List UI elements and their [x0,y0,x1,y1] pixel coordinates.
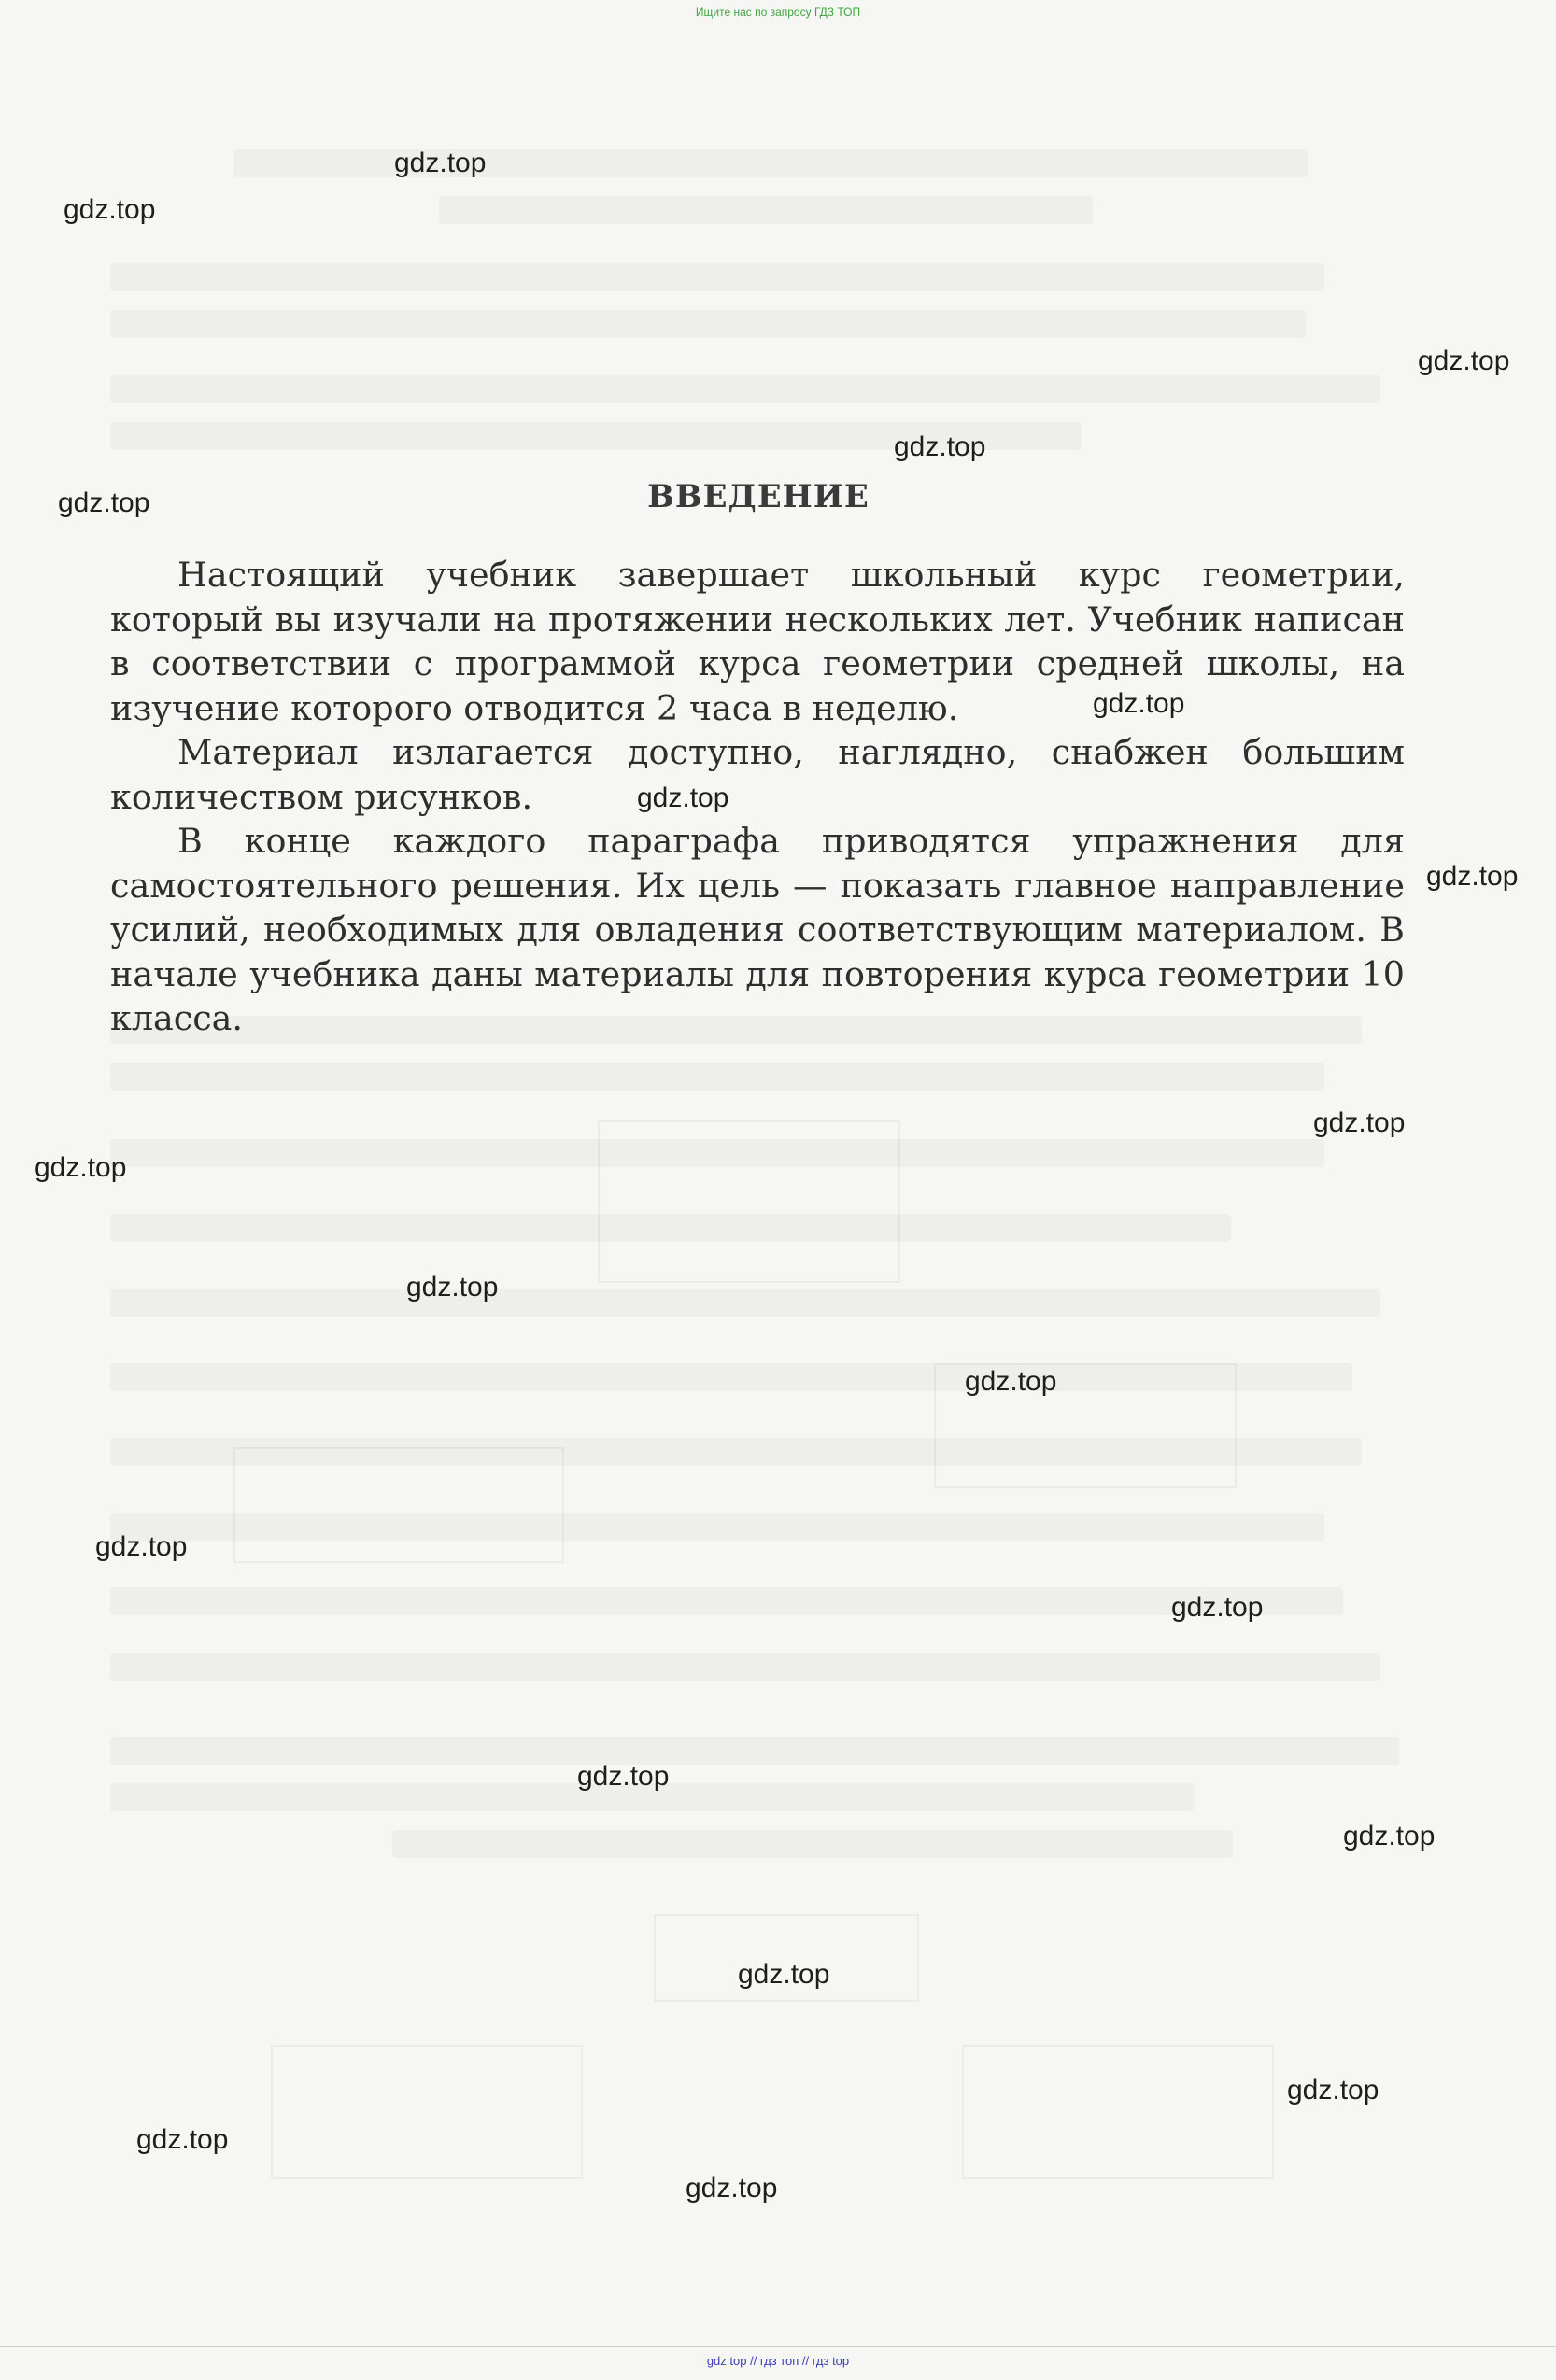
watermark: gdz.top [637,782,729,813]
watermark: gdz.top [394,148,487,178]
watermark: gdz.top [1343,1821,1436,1852]
watermark: gdz.top [1426,861,1519,892]
watermark: gdz.top [577,1761,670,1792]
watermark: gdz.top [1093,688,1185,719]
introduction-text [110,553,1405,1041]
watermark: gdz.top [1287,2075,1379,2105]
watermark: gdz.top [58,487,150,518]
watermark: gdz.top [1171,1592,1264,1623]
watermark: gdz.top [894,431,986,462]
watermark: gdz.top [1313,1107,1406,1138]
paragraph-2: Материал излагается доступно, наглядно, снабжен большим количеством рисунков. [110,732,1405,817]
watermark: gdz.top [406,1272,499,1303]
watermark: gdz.top [965,1366,1057,1397]
paragraph-1: Настоящий учебник завершает школьный курс геометрии, который вы изучали на протяжении нескольких лет. Учебник написан в соответствии с программой курса геометрии средней школы, на изучение которого отводится 2 часа в неделю. [110,555,1405,728]
section-heading: ВВЕДЕНИЕ [647,478,870,515]
watermark: gdz.top [136,2124,229,2155]
watermark: gdz.top [686,2173,778,2204]
footer-text: gdz top // гдз топ // гдз top [706,2354,850,2368]
watermark: gdz.top [35,1152,127,1183]
watermark: gdz.top [738,1959,830,1990]
watermark: gdz.top [95,1531,188,1562]
watermark: gdz.top [1418,345,1510,376]
paragraph-3: В конце каждого параграфа приводятся упражнения для самостоятельного решения. Их цель — показать главное направление усилий, необходимых для овладения соответствующим материалом. В начале учебника даны материалы для повторения курса геометрии 10 класса. [110,821,1405,1038]
header-banner: Ищите нас по запросу ГДЗ ТОП [695,6,861,19]
watermark: gdz.top [64,194,156,225]
footer-divider [0,2346,1556,2347]
